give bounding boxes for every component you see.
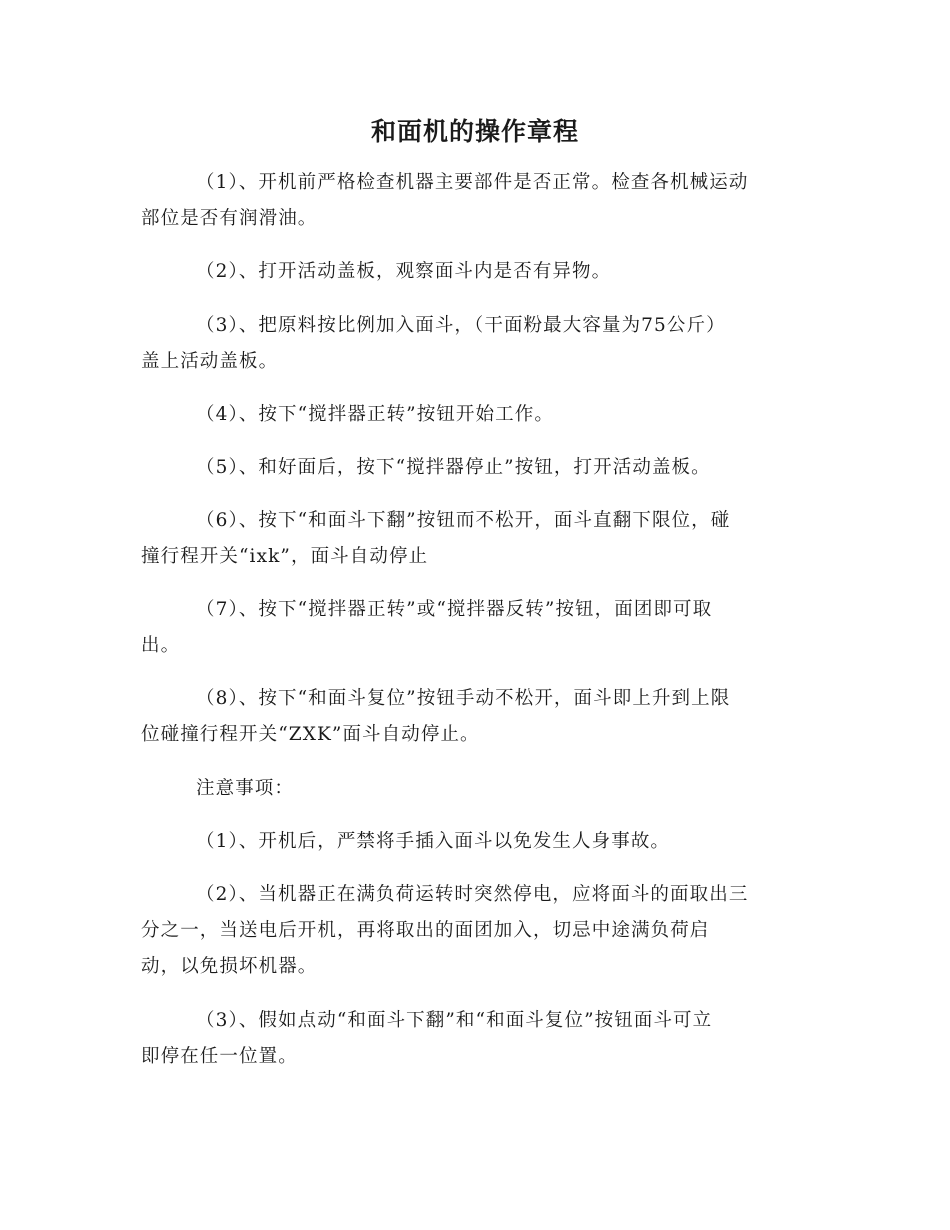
step-7-line-1: （7）、按下“搅拌器正转”或“搅拌器反转”按钮，面团即可取 bbox=[196, 599, 713, 620]
step-6-line-1: （6）、按下“和面斗下翻”按钮而不松开，面斗直翻下限位，碰 bbox=[196, 510, 731, 531]
step-1 bbox=[141, 165, 811, 237]
step-2-line-1: （2）、打开活动盖板，观察面斗内是否有异物。 bbox=[196, 261, 612, 282]
note-3 bbox=[141, 1003, 811, 1075]
step-5 bbox=[141, 450, 811, 486]
step-1-line-1: （1）、开机前严格检查机器主要部件是否正常。检查各机械运动 bbox=[196, 172, 749, 193]
note-2-line-2: 分之一，当送电后开机，再将取出的面团加入，切忌中途满负荷启 bbox=[141, 920, 710, 941]
step-7-line-2: 出。 bbox=[141, 635, 181, 656]
step-8-line-2: 位碰撞行程开关“ZXK”面斗自动停止。 bbox=[141, 724, 480, 745]
step-1-line-2: 部位是否有润滑油。 bbox=[141, 208, 318, 229]
note-3-line-2: 即停在任一位置。 bbox=[141, 1046, 298, 1067]
step-6 bbox=[141, 503, 811, 575]
note-2-line-3: 动，以免损坏机器。 bbox=[141, 956, 318, 977]
step-3-line-1: （3）、把原料按比例加入面斗，（干面粉最大容量为75公斤） bbox=[196, 315, 726, 336]
step-2 bbox=[141, 254, 811, 290]
note-2 bbox=[141, 877, 811, 985]
step-3-line-2: 盖上活动盖板。 bbox=[141, 351, 279, 372]
step-4 bbox=[141, 397, 811, 433]
step-8-line-1: （8）、按下“和面斗复位”按钮手动不松开，面斗即上升到上限 bbox=[196, 688, 731, 709]
step-3 bbox=[141, 308, 811, 380]
step-6-line-2: 撞行程开关“ixk”，面斗自动停止 bbox=[141, 546, 429, 567]
note-3-line-1: （3）、假如点动“和面斗下翻”和“和面斗复位”按钮面斗可立 bbox=[196, 1010, 713, 1031]
notes-heading: 注意事项： bbox=[196, 778, 295, 799]
step-7 bbox=[141, 592, 811, 664]
step-8 bbox=[141, 681, 811, 753]
document-title: 和面机的操作章程 bbox=[370, 117, 579, 146]
note-2-line-1: （2）、当机器正在满负荷运转时突然停电，应将面斗的面取出三 bbox=[196, 884, 749, 905]
note-1-line-1: （1）、开机后，严禁将手插入面斗以免发生人身事故。 bbox=[196, 831, 671, 852]
step-4-line-1: （4）、按下“搅拌器正转”按钮开始工作。 bbox=[196, 404, 554, 425]
note-1 bbox=[141, 824, 811, 860]
step-5-line-1: （5）、和好面后，按下“搅拌器停止”按钮，打开活动盖板。 bbox=[196, 457, 711, 478]
